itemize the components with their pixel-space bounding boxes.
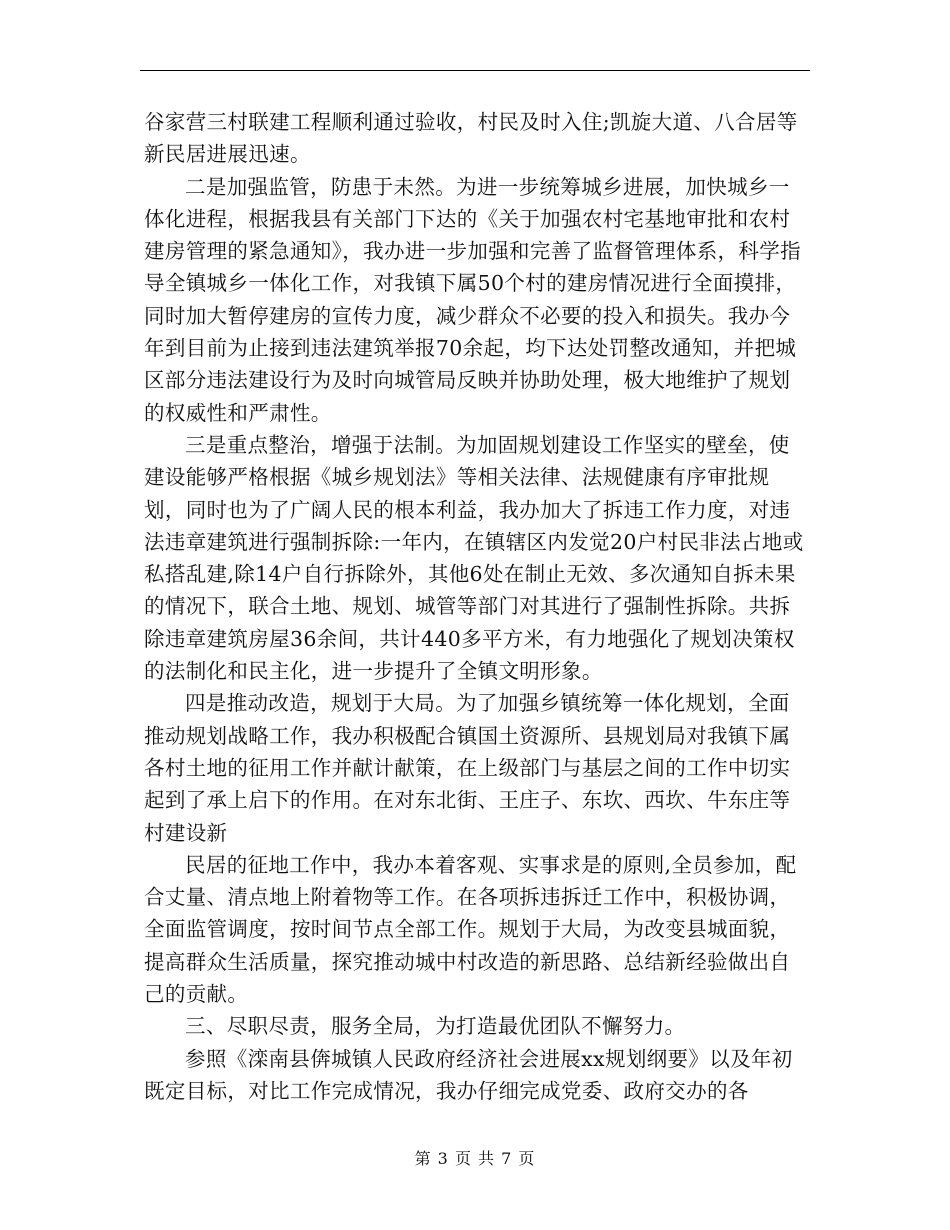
paragraph: 三是重点整治，增强于法制。为加固规划建设工作坚实的壁垒，使建设能够严格根据《城乡规划法》等相关法律、法规健康有序审批规划，同时也为了广阔人民的根本利益，我办加大了拆违工作力度，对违法违章建筑进行强制拆除:一年内，在镇辖区内发觉20户村民非法占地或私搭乱建,除14户自行拆除外，其他6处在制止无效、多次通知自拆未果的情况下，联合土地、规划、城管等部门对其进行了强制性拆除。共拆除违章建筑房屋36余间，共计440多平方米，有力地强化了规划决策权的法制化和民主化，进一步提升了全镇文明形象。 bbox=[144, 432, 804, 684]
paragraph: 参照《滦南县倴城镇人民政府经济社会进展xx规划纲要》以及年初既定目标，对比工作完成情况，我办仔细完成党委、政府交办的各 bbox=[144, 1046, 793, 1103]
paragraph: 二是加强监管，防患于未然。为进一步统筹城乡进展，加快城乡一体化进程，根据我县有关部门下达的《关于加强农村宅基地审批和农村建房管理的紧急通知》，我办进一步加强和完善了监督管理体系，科学指导全镇城乡一体化工作，对我镇下属50个村的建房情况进行全面摸排，同时加大暂停建房的宣传力度，减少群众不必要的投入和损失。我办今年到目前为止接到违法建筑举报70余起，均下达处罚整改通知，并把城区部分违法建设行为及时向城管局反映并协助处理，极大地维护了规划的权威性和严肃性。 bbox=[144, 174, 801, 425]
paragraph: 谷家营三村联建工程顺利通过验收，村民及时入住;凯旋大道、八合居等新民居进展迅速。 bbox=[144, 110, 798, 167]
page-number-footer: 第 3 页 共 7 页 bbox=[414, 1149, 536, 1168]
paragraph: 四是推动改造，规划于大局。为了加强乡镇统筹一体化规划，全面推动规划战略工作，我办积极配合镇国土资源所、县规划局对我镇下属各村土地的征用工作并献计献策，在上级部门与基层之间的工作中切实起到了承上启下的作用。在对东北街、王庄子、东坎、西坎、牛东庄等村建设新 bbox=[144, 691, 791, 845]
paragraph: 三、尽职尽责，服务全局，为打造最优团队不懈努力。 bbox=[185, 1014, 686, 1039]
paragraph: 民居的征地工作中，我办本着客观、实事求是的原则,全员参加，配合丈量、清点地上附着物等工作。在各项拆违拆迁工作中，积极协调，全面监管调度，按时间节点全部工作。规划于大局，为改变县城面貌，提高群众生活质量，探究推动城中村改造的新思路、总结新经验做出自己的贡献。 bbox=[144, 852, 797, 1007]
header-rule bbox=[140, 70, 810, 71]
document-body bbox=[144, 106, 806, 1107]
